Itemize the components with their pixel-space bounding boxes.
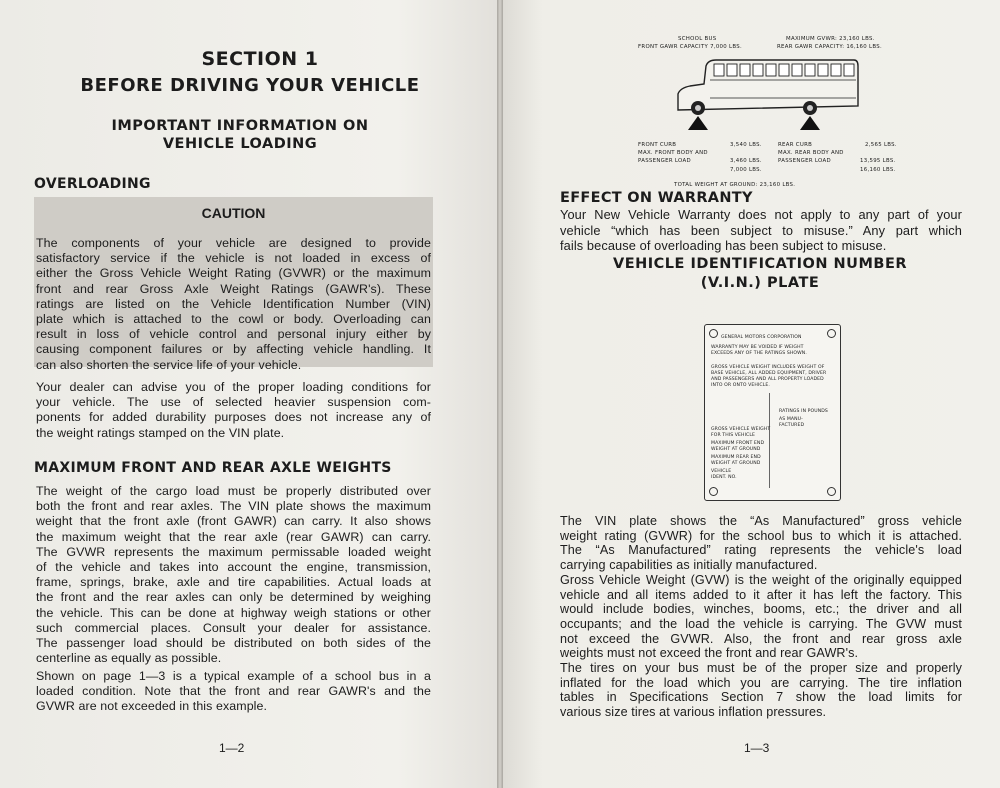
school-bus-diagram	[670, 52, 870, 136]
shown-line: GVWR are not exceeded in this example.	[36, 699, 268, 714]
page-number-left: 1—2	[219, 741, 245, 755]
front-max-label: MAX. FRONT BODY AND	[638, 150, 708, 156]
caution-line: result in loss of vehicle control and personal injury either by	[36, 327, 431, 342]
plate-rear-label: WEIGHT AT GROUND	[711, 461, 761, 466]
dealer-line: the weight ratings stamped on the VIN plate.	[36, 425, 285, 440]
plate-gvw-text: GROSS VEHICLE WEIGHT INCLUDES WEIGHT OF	[711, 365, 825, 370]
rear-curb-value: 2,565 LBS.	[865, 142, 897, 148]
vin-line: tables in Specifications Section 7 show the load limits for	[560, 690, 962, 705]
axle-heading: MAXIMUM FRONT AND REAR AXLE WEIGHTS	[34, 460, 392, 476]
vin-line: Gross Vehicle Weight (GVW) is the weight of the originally equipped	[560, 572, 962, 587]
front-axle-pointer	[688, 116, 708, 130]
plate-front-label: WEIGHT AT GROUND	[711, 447, 761, 452]
dealer-line: Your dealer can advise you of the proper loading conditions for	[36, 380, 431, 394]
dealer-line: ponents for added durability purposes does not increase any of	[36, 410, 431, 425]
vin-heading-line-2: (V.I.N.) PLATE	[700, 275, 820, 291]
important-heading-line-2: VEHICLE LOADING	[162, 136, 318, 152]
label-rear-gawr: REAR GAWR CAPACITY: 16,160 LBS.	[777, 44, 882, 50]
plate-vehicle-label: IDENT. NO.	[711, 475, 737, 480]
plate-rivet	[827, 487, 836, 496]
warranty-paragraph	[560, 207, 962, 254]
axle-line: weight that the front axle (front GAWR) can carry. It also shows	[36, 514, 431, 529]
vin-plate-illustration	[704, 324, 841, 501]
page-number-right: 1—3	[744, 741, 770, 755]
plate-ratings-label: FACTURED	[779, 423, 805, 428]
front-total: 7,000 LBS.	[730, 167, 762, 173]
axle-line: centerline as equally as possible.	[36, 651, 222, 666]
axle-line: the front and the rear axles can only be determined by weighing	[36, 590, 431, 605]
section-subtitle: BEFORE DRIVING YOUR VEHICLE	[80, 75, 420, 96]
plate-rear-label: MAXIMUM REAR END	[711, 455, 761, 460]
axle-line: of the vehicle and takes into account the engine, transmission,	[36, 560, 431, 575]
plate-ratings-label: AS MANU-	[779, 417, 803, 422]
rear-max-label: MAX. REAR BODY AND	[778, 150, 844, 156]
plate-gvw-text: AND PASSENGERS AND ALL PROPERTY LOADED	[711, 377, 824, 382]
plate-divider	[769, 393, 770, 488]
total-weight: TOTAL WEIGHT AT GROUND: 23,160 LBS.	[674, 182, 796, 188]
warranty-line: fails because of overloading has been subject to misuse.	[560, 238, 887, 253]
axle-line: The GVWR represents the maximum permissable loaded weight	[36, 544, 431, 559]
axle-paragraph	[36, 484, 431, 666]
caution-line: plate which is attached to the cowl or body. Overloading can	[36, 312, 431, 327]
plate-front-label: MAXIMUM FRONT END	[711, 441, 765, 446]
rear-max-value: 13,595 LBS.	[860, 158, 896, 164]
axle-line: the maximum weight that the rear axle (rear GAWR) can carry.	[36, 529, 431, 544]
plate-rivet	[827, 329, 836, 338]
bus-windows	[714, 64, 854, 76]
axle-line: frame, springs, brake, axle and tire capabilities. Actual loads at	[36, 575, 431, 590]
vin-line: weight rating (GVWR) for the school bus to which it is attached.	[560, 528, 962, 543]
vin-line: carrying capabilities as initially manufactured.	[560, 558, 818, 573]
caution-line: satisfactory service if the vehicle is not loaded in excess of	[36, 251, 431, 266]
caution-line: can also shorten the service life of your vehicle.	[36, 357, 302, 372]
front-max-label: PASSENGER LOAD	[638, 158, 691, 164]
section-title: SECTION 1	[201, 48, 319, 70]
plate-warranty: WARRANTY MAY BE VOIDED IF WEIGHT	[711, 345, 804, 350]
vin-line: The VIN plate shows the “As Manufactured” gross vehicle	[560, 514, 962, 528]
plate-rivet	[709, 329, 718, 338]
rear-max-label: PASSENGER LOAD	[778, 158, 831, 164]
shown-line: loaded condition. Note that the front and rear GAWR's and the	[36, 684, 431, 699]
front-curb-value: 3,540 LBS.	[730, 142, 762, 148]
caution-text	[36, 236, 431, 373]
plate-ratings-label: RATINGS IN POUNDS	[779, 409, 828, 414]
axle-line: The passenger load should be distributed on both sides of the	[36, 636, 431, 651]
vin-line: The tires on your bus must be of the proper size and properly	[560, 661, 962, 676]
caution-line: causing component failures or by affecting vehicle handling. It	[36, 342, 431, 357]
rear-curb-label: REAR CURB	[778, 142, 813, 148]
warranty-heading: EFFECT ON WARRANTY	[560, 190, 753, 206]
axle-line: both the front and rear axles. The VIN plate shows the maximum	[36, 499, 431, 514]
plate-warranty: EXCEEDS ANY OF THE RATINGS SHOWN.	[711, 351, 807, 356]
plate-gvw-text: BASE VEHICLE, ALL ADDED EQUIPMENT, DRIVER	[711, 371, 827, 376]
vin-line: inflated for the load which you are carrying. The tire inflation	[560, 675, 962, 690]
front-curb-label: FRONT CURB	[638, 142, 677, 148]
label-school-bus: SCHOOL BUS	[678, 36, 717, 42]
front-max-value: 3,460 LBS.	[730, 158, 762, 164]
caution-line: front and rear Gross Axle Weight Ratings (GAWR's). These	[36, 281, 431, 296]
plate-gvw-text: INTO OR ONTO VEHICLE.	[711, 383, 770, 388]
vin-line: not exceed the GVWR. Also, the front and rear gross axle	[560, 631, 962, 646]
plate-vehicle-label: VEHICLE	[711, 469, 732, 474]
overloading-heading: OVERLOADING	[34, 176, 151, 192]
vin-line: occupants; and the load the vehicle is carrying. The GVW must	[560, 616, 962, 631]
vin-line: would include bodies, winches, booms, etc.; the driver and all	[560, 602, 962, 617]
caution-line: either the Gross Vehicle Weight Rating (GVWR) or the maximum	[36, 266, 431, 281]
caution-line: ratings are listed on the Vehicle Identification Number (VIN)	[36, 296, 431, 311]
plate-gvwr-label: GROSS VEHICLE WEIGHT	[711, 427, 771, 432]
warranty-line: Your New Vehicle Warranty does not apply to any part of your	[560, 207, 962, 222]
plate-gvwr-label: FOR THIS VEHICLE	[711, 433, 756, 438]
plate-corp: GENERAL MOTORS CORPORATION	[721, 335, 802, 340]
dealer-line: your vehicle. The use of selected heavier suspension com-	[36, 395, 431, 410]
vin-line: The “As Manufactured” rating represents the vehicle's load	[560, 543, 962, 558]
vin-line: weights must not exceed the front and rear GAWR's.	[560, 646, 859, 661]
vin-line: various size tires at various inflation pressures.	[560, 705, 827, 720]
axle-line: the vehicle. This can be done at highway weigh stations or other	[36, 605, 431, 620]
warranty-line: vehicle “which has been subject to misuse.” Any part which	[560, 222, 962, 238]
dealer-paragraph	[36, 380, 431, 441]
important-heading-line-1: IMPORTANT INFORMATION ON	[111, 118, 369, 134]
label-max-gvwr: MAXIMUM GVWR: 23,160 LBS.	[786, 36, 875, 42]
label-front-gawr: FRONT GAWR CAPACITY 7,000 LBS.	[638, 44, 742, 50]
axle-line: The weight of the cargo load must be properly distributed over	[36, 484, 431, 498]
shown-line: Shown on page 1—3 is a typical example of a school bus in a	[36, 669, 431, 683]
vin-heading-line-1: VEHICLE IDENTIFICATION NUMBER	[612, 256, 908, 272]
caution-line: The components of your vehicle are designed to provide	[36, 236, 431, 250]
shown-paragraph	[36, 669, 431, 715]
plate-rivet	[709, 487, 718, 496]
rear-total: 16,160 LBS.	[860, 167, 896, 173]
caution-title: CAUTION	[201, 205, 266, 221]
rear-axle-pointer	[800, 116, 820, 130]
vin-paragraph	[560, 514, 962, 720]
axle-line: such commercial places. Consult your dealer for assistance.	[36, 620, 431, 635]
vin-line: vehicle and all items added to it after it has left the factory. This	[560, 587, 962, 602]
